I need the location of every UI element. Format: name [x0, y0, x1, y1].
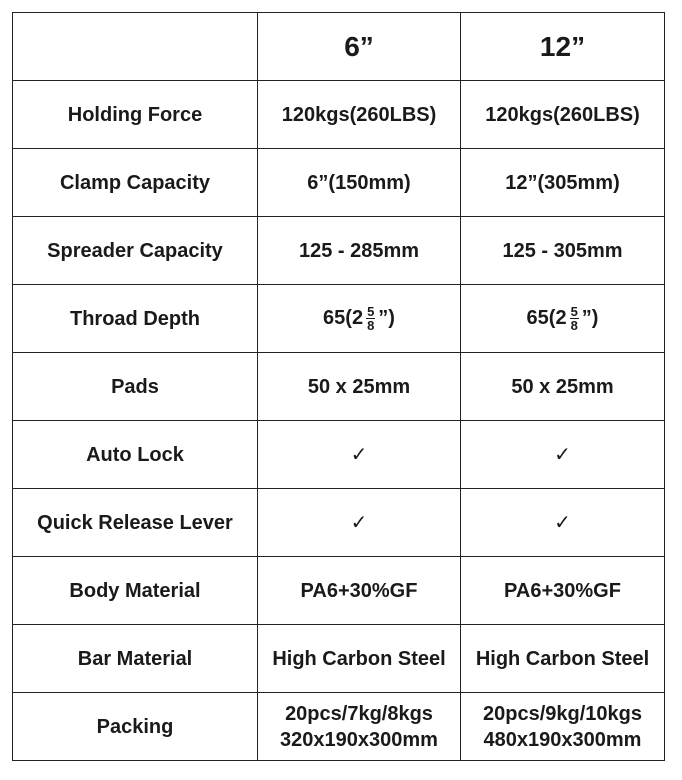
- depth-prefix: 65(2: [526, 306, 567, 329]
- value-12in: High Carbon Steel: [461, 625, 665, 693]
- table-row-holding-force: [13, 81, 665, 149]
- row-label: Packing: [13, 693, 258, 761]
- value-12in: 50 x 25mm: [461, 353, 665, 421]
- corner-cell: [13, 13, 258, 81]
- column-header-12in: 12”: [461, 13, 665, 81]
- depth-prefix: 65(2: [323, 306, 364, 329]
- fraction-denominator: 8: [367, 318, 375, 334]
- row-label: Quick Release Lever: [13, 489, 258, 557]
- depth-suffix: ”): [581, 306, 599, 329]
- value-12in: PA6+30%GF: [461, 557, 665, 625]
- row-label: Bar Material: [13, 625, 258, 693]
- value-12in: 120kgs(260LBS): [461, 81, 665, 149]
- table-row-bar-material: [13, 625, 665, 693]
- depth-suffix: ”): [378, 306, 395, 329]
- fraction-numerator: 5: [367, 304, 375, 320]
- table-row-throad-depth: [13, 285, 665, 353]
- value-6in: 125 - 285mm: [258, 217, 461, 285]
- value-6in: 6”(150mm): [258, 149, 461, 217]
- check-icon: ✓: [461, 421, 665, 489]
- value-12in: [461, 693, 665, 761]
- value-6in: [258, 693, 461, 761]
- row-label: Body Material: [13, 557, 258, 625]
- table-row-quick-release-lever: [13, 489, 665, 557]
- row-label: Throad Depth: [13, 285, 258, 353]
- row-label: Auto Lock: [13, 421, 258, 489]
- value-12in: 125 - 305mm: [461, 217, 665, 285]
- fraction-numerator: 5: [570, 304, 578, 320]
- packing-line-1: 20pcs/9kg/10kgs: [483, 702, 642, 725]
- value-12in: [461, 285, 665, 353]
- row-label: Holding Force: [13, 81, 258, 149]
- fraction-denominator: 8: [570, 318, 578, 334]
- table-row-body-material: [13, 557, 665, 625]
- value-6in: PA6+30%GF: [258, 557, 461, 625]
- packing-line-2: 320x190x300mm: [280, 728, 438, 751]
- check-icon: ✓: [258, 489, 461, 557]
- table-row-auto-lock: [13, 421, 665, 489]
- row-label: Pads: [13, 353, 258, 421]
- table-row-packing: [13, 693, 665, 761]
- row-label: Clamp Capacity: [13, 149, 258, 217]
- fraction: [366, 305, 375, 332]
- value-6in: 50 x 25mm: [258, 353, 461, 421]
- value-6in: High Carbon Steel: [258, 625, 461, 693]
- value-12in: 12”(305mm): [461, 149, 665, 217]
- column-header-6in: 6”: [258, 13, 461, 81]
- packing-line-1: 20pcs/7kg/8kgs: [285, 702, 433, 725]
- row-label: Spreader Capacity: [13, 217, 258, 285]
- packing-line-2: 480x190x300mm: [483, 728, 642, 751]
- value-6in: 120kgs(260LBS): [258, 81, 461, 149]
- spec-comparison-table: [12, 12, 665, 761]
- check-icon: ✓: [258, 421, 461, 489]
- check-icon: ✓: [461, 489, 665, 557]
- table-row-spreader-capacity: [13, 217, 665, 285]
- table-row-clamp-capacity: [13, 149, 665, 217]
- table-row-pads: [13, 353, 665, 421]
- fraction: [570, 305, 579, 332]
- header-row: [13, 13, 665, 81]
- value-6in: [258, 285, 461, 353]
